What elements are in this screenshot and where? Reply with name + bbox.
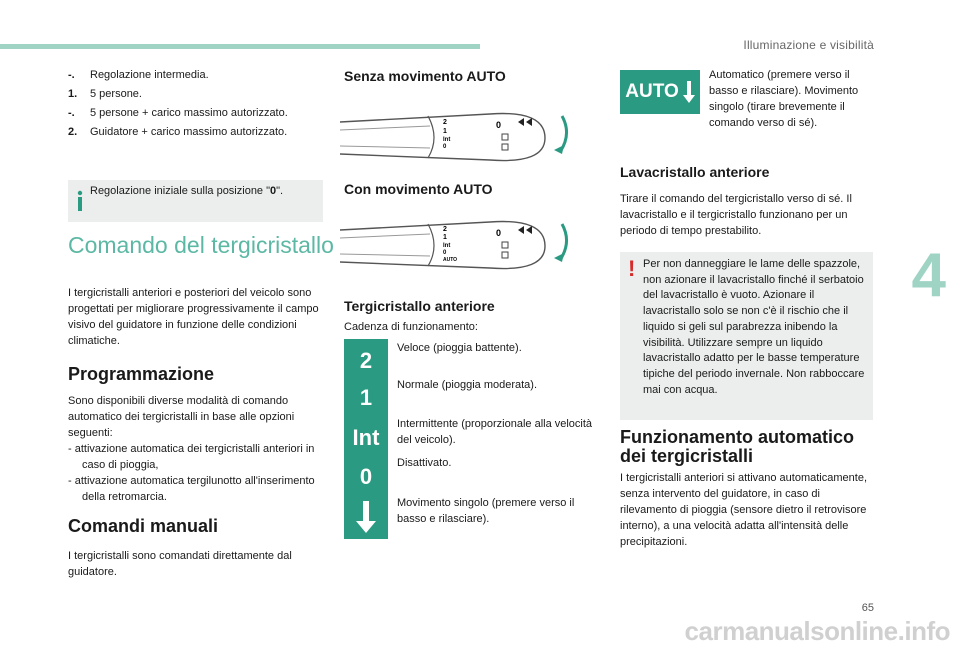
note-text-post: ". [276,185,284,197]
speed-2-icon: 2 [344,339,388,383]
washer-title: Lavacristallo anteriore [620,164,770,180]
lever-label-1: 1 [443,128,447,135]
lever-label-0: 0 [443,250,447,256]
manual-title: Comandi manuali [68,516,219,536]
warning-text: Per non danneggiare le lame delle spazzole, non azionare il lavacristallo finché il serbatoio del lavacristallo è vuoto. Azionare il lavacristallo solo se non c'è il rischio che il liquido si geli sul parabrezza inibendo la visibilità. Utilizzare sempre un liquido lavacristallo adatto per le basse temperature tipiche del periodo invernale. Non rabboccare mai con acqua. [643,258,865,396]
lever-label-0: 0 [443,144,447,150]
lever-label-1: 1 [443,234,447,241]
mode-description: Normale (pioggia moderata). [397,379,538,391]
header-accent-bar [0,44,480,49]
arrow-down-icon [683,81,695,103]
front-wiper-title: Tergicristallo anteriore [344,298,495,314]
list-item [68,85,328,104]
speed-1-icon: 1 [344,376,388,420]
list-key: -. [68,69,75,81]
list-key: 1. [68,88,78,100]
mode-description: Movimento singolo (premere verso il basso e rilasciare). [397,497,575,525]
lever-label-int: Int [443,137,451,143]
off-icon: 0 [344,455,388,499]
wiper-lever-image [340,104,570,166]
lever-label-2: 2 [443,119,447,126]
list-text: Guidatore + carico massimo autorizzato. [90,126,288,138]
chapter-number: 4 [911,241,946,310]
washer-text: Tirare il comando del tergicristallo verso di sé. Il lavacristallo e il tergicristallo funzionano per un periodo di tempo prestabilito. [620,193,852,237]
page-number: 65 [861,602,874,614]
mode-description: Veloce (pioggia battente). [397,342,522,354]
programming-item: - attivazione automatica tergilunotto all'inserimento della retromarcia. [68,475,315,503]
intermittent-icon: Int [344,416,388,460]
lever-label-auto: AUTO [443,257,458,263]
wiper-intro: I tergicristalli anteriori e posteriori del veicolo sono progettati per migliorare progressivamente il campo visivo del guidatore in funzione delle condizioni climatiche. [68,287,319,347]
without-auto-title: Senza movimento AUTO [344,68,506,84]
watermark: carmanualsonline.info [684,616,950,646]
info-note [68,180,323,222]
list-text: Regolazione intermedia. [90,69,209,81]
auto-function-text: I tergicristalli anteriori si attivano automaticamente, senza intervento del guidatore, in caso di rilevamento di pioggia (sensore dietro il retrovisore interno), a una velocità adatta all'intensità delle precipitazioni. [620,472,867,548]
mode-description: Disattivato. [397,457,452,469]
cadence-label: Cadenza di funzionamento: [344,321,478,333]
wiper-lever-auto-image [340,212,570,274]
note-text-bold: 0 [270,185,277,197]
list-key: -. [68,107,75,119]
list-text: 5 persone + carico massimo autorizzato. [90,107,288,119]
manual-text: I tergicristalli sono comandati direttamente dal guidatore. [68,550,292,578]
note-text-pre: Regolazione iniziale sulla posizione " [90,185,271,197]
auto-description: Automatico (premere verso il basso e rilasciare). Movimento singolo (tirare brevemente il comando verso di sé). [709,69,859,129]
list-item [68,66,328,85]
list-item [68,104,328,123]
auto-label: AUTO [625,81,679,102]
warning-note [620,252,873,420]
settings-list [68,66,328,142]
note-text [90,185,283,197]
programming-title: Programmazione [68,364,215,384]
lever-label-o: 0 [496,120,502,130]
list-text: 5 persone. [90,88,142,100]
single-wipe-arrow-down-icon [344,495,388,539]
lever-label-o: 0 [496,228,502,238]
lever-label-int: Int [443,243,451,249]
auto-function-title: Funzionamento automatico dei tergicristalli [620,427,854,466]
list-item [68,123,328,142]
info-icon [73,190,87,212]
with-auto-title: Con movimento AUTO [344,181,493,197]
wiper-section-title: Comando del tergicristallo [68,232,334,258]
lever-label-2: 2 [443,226,447,233]
warning-exclamation-icon: ! [628,256,636,281]
list-key: 2. [68,126,78,138]
mode-description: Intermittente (proporzionale alla velocità del veicolo). [397,418,593,446]
section-title: Illuminazione e visibilità [743,38,874,52]
programming-block [68,393,326,505]
auto-icon [620,70,700,114]
programming-item: - attivazione automatica dei tergicristalli anteriori in caso di pioggia, [68,443,315,471]
programming-text: Sono disponibili diverse modalità di comando automatico dei tergicristalli in base alle opzioni seguenti: [68,395,295,439]
